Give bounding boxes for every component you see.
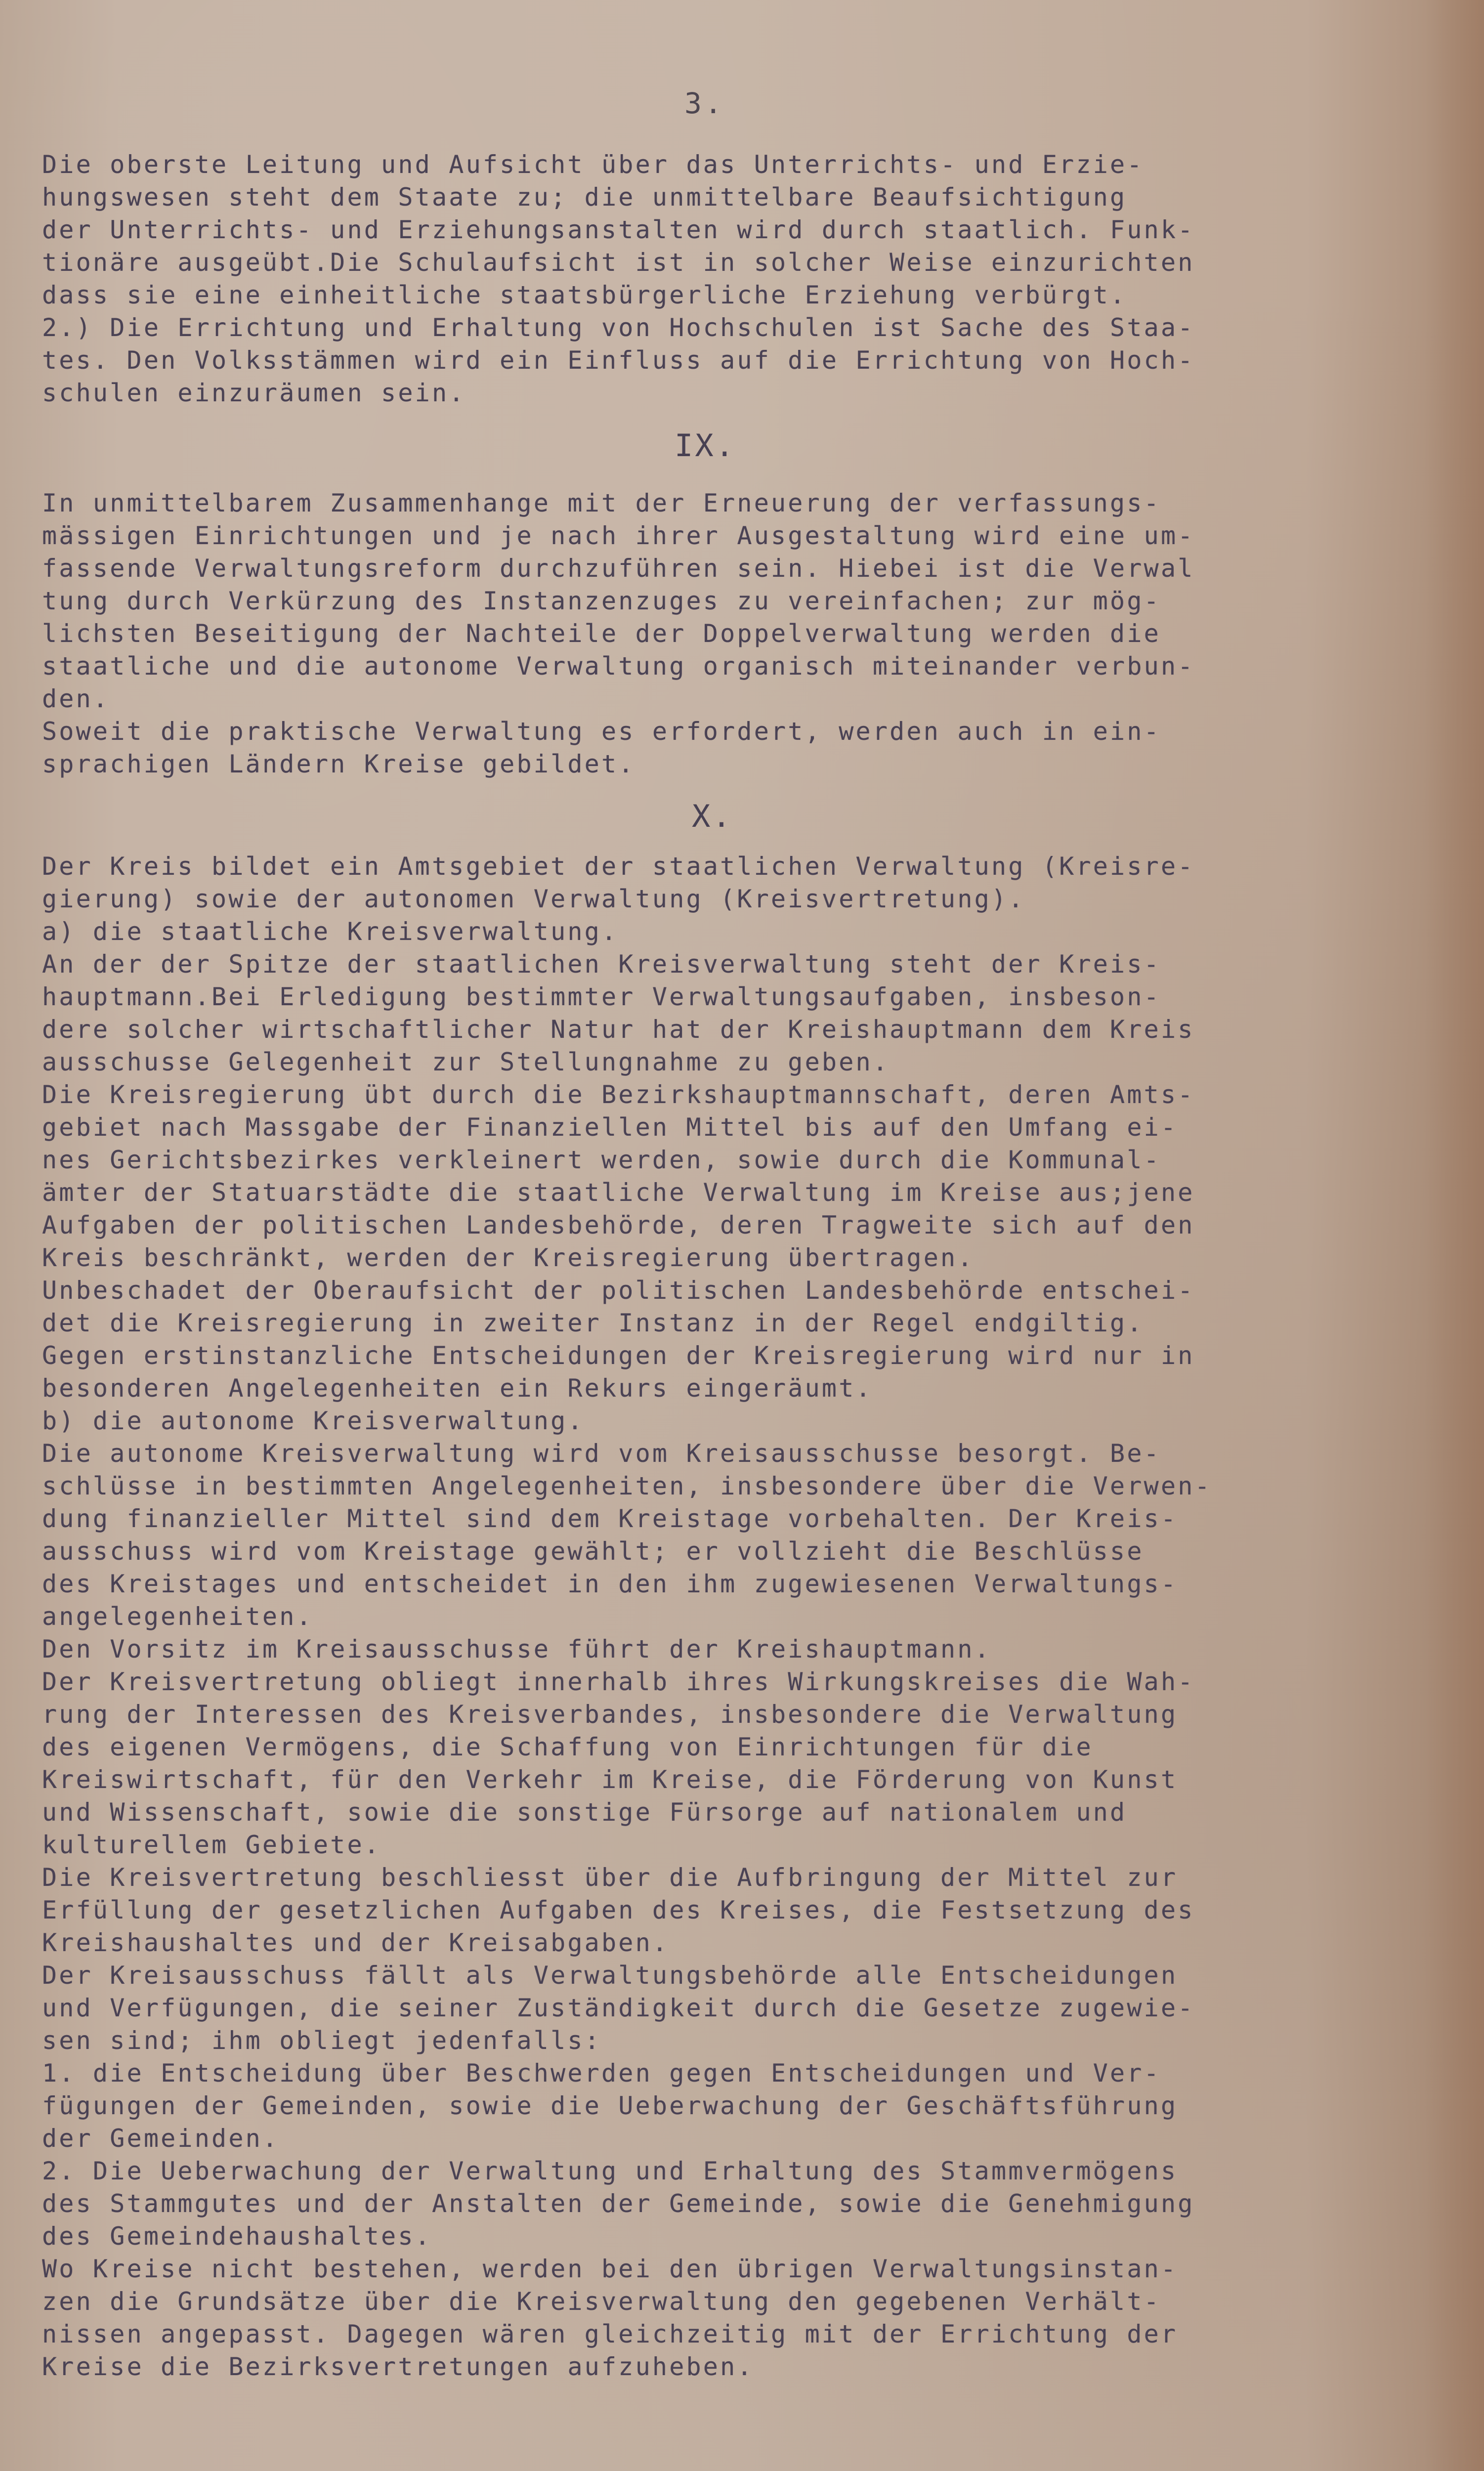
intro-section — [42, 148, 1441, 409]
text-line: dass sie eine einheitliche staatsbürgerliche Erziehung verbürgt. — [42, 281, 1127, 309]
section-heading-x: X. — [692, 798, 733, 834]
text-line: rung der Interessen des Kreisverbandes, insbesondere die Verwaltung — [42, 1700, 1178, 1729]
section-heading-ix: IX. — [675, 427, 736, 464]
text-line: An der der Spitze der staatlichen Kreisverwaltung steht der Kreis- — [42, 950, 1161, 979]
text-line: nissen angepasst. Dagegen wären gleichzeitig mit der Errichtung der — [42, 2320, 1178, 2348]
text-line: der Unterrichts- und Erziehungsanstalten wird durch staatlich. Funk- — [42, 215, 1195, 244]
text-line: ämter der Statuarstädte die staatliche Verwaltung im Kreise aus;jene — [42, 1178, 1195, 1207]
subheading-line: a) die staatliche Kreisverwaltung. — [42, 917, 619, 946]
text-line: schlüsse in bestimmten Angelegenheiten, insbesondere über die Verwen- — [42, 1472, 1212, 1500]
text-line: Unbeschadet der Oberaufsicht der politischen Landesbehörde entschei- — [42, 1276, 1195, 1305]
text-line: sprachigen Ländern Kreise gebildet. — [42, 750, 636, 778]
text-line: angelegenheiten. — [42, 1602, 313, 1631]
page-number: 3. — [684, 86, 725, 120]
text-line: den. — [42, 684, 110, 713]
text-line: det die Kreisregierung in zweiter Instanz in der Regel endgiltig. — [42, 1309, 1144, 1337]
subheading-line: b) die autonome Kreisverwaltung. — [42, 1406, 585, 1435]
text-line: und Wissenschaft, sowie die sonstige Fürsorge auf nationalem und — [42, 1798, 1127, 1827]
text-line: dere solcher wirtschaftlicher Natur hat der Kreishauptmann dem Kreis — [42, 1015, 1195, 1044]
text-line: Die oberste Leitung und Aufsicht über das Unterrichts- und Erzie- — [42, 150, 1144, 179]
text-line: lichsten Beseitigung der Nachteile der Doppelverwaltung werden die — [42, 619, 1161, 648]
text-line: Den Vorsitz im Kreisausschusse führt der Kreishauptmann. — [42, 1635, 991, 1663]
text-line: Kreis beschränkt, werden der Kreisregierung übertragen. — [42, 1243, 975, 1272]
text-line: 2. Die Ueberwachung der Verwaltung und Erhaltung des Stammvermögens — [42, 2157, 1178, 2185]
text-line: fügungen der Gemeinden, sowie die Ueberwachung der Geschäftsführung — [42, 2091, 1178, 2120]
text-line: zen die Grundsätze über die Kreisverwaltung den gegebenen Verhält- — [42, 2287, 1161, 2316]
text-line: hungswesen steht dem Staate zu; die unmittelbare Beaufsichtigung — [42, 183, 1127, 212]
text-line: dung finanzieller Mittel sind dem Kreistage vorbehalten. Der Kreis- — [42, 1504, 1178, 1533]
text-line: 1. die Entscheidung über Beschwerden gegen Entscheidungen und Ver- — [42, 2059, 1161, 2088]
text-line: ausschusse Gelegenheit zur Stellungnahme zu geben. — [42, 1048, 890, 1076]
text-line: mässigen Einrichtungen und je nach ihrer Ausgestaltung wird eine um- — [42, 521, 1195, 550]
text-line: Wo Kreise nicht bestehen, werden bei den übrigen Verwaltungsinstan- — [42, 2255, 1178, 2283]
text-line: In unmittelbarem Zusammenhange mit der Erneuerung der verfassungs- — [42, 489, 1161, 517]
text-line: staatliche und die autonome Verwaltung organisch miteinander verbun- — [42, 652, 1195, 681]
text-line: kulturellem Gebiete. — [42, 1831, 382, 1859]
text-line: nes Gerichtsbezirkes verkleinert werden, sowie durch die Kommunal- — [42, 1146, 1161, 1174]
text-line: tung durch Verkürzung des Instanzenzuges zu vereinfachen; zur mög- — [42, 587, 1161, 615]
text-line: des eigenen Vermögens, die Schaffung von Einrichtungen für die — [42, 1733, 1093, 1761]
text-line: Erfüllung der gesetzlichen Aufgaben des Kreises, die Festsetzung des — [42, 1896, 1195, 1924]
text-line: fassende Verwaltungsreform durchzuführen sein. Hiebei ist die Verwal — [42, 554, 1195, 583]
text-line: Kreiswirtschaft, für den Verkehr im Kreise, die Förderung von Kunst — [42, 1765, 1178, 1794]
text-line: tionäre ausgeübt.Die Schulaufsicht ist in solcher Weise einzurichten — [42, 248, 1195, 277]
text-line: gierung) sowie der autonomen Verwaltung (Kreisvertretung). — [42, 885, 1025, 913]
text-line: 2.) Die Errichtung und Erhaltung von Hochschulen ist Sache des Staa- — [42, 313, 1195, 342]
text-line: sen sind; ihm obliegt jedenfalls: — [42, 2026, 601, 2055]
text-line: Der Kreisvertretung obliegt innerhalb ihres Wirkungskreises die Wah- — [42, 1667, 1195, 1696]
text-line: der Gemeinden. — [42, 2124, 280, 2153]
text-line: Kreishaushaltes und der Kreisabgaben. — [42, 1928, 670, 1957]
text-line: Der Kreis bildet ein Amtsgebiet der staatlichen Verwaltung (Kreisre- — [42, 852, 1195, 881]
text-line: besonderen Angelegenheiten ein Rekurs eingeräumt. — [42, 1374, 873, 1403]
text-line: schulen einzuräumen sein. — [42, 379, 466, 407]
text-line: Die autonome Kreisverwaltung wird vom Kreisausschusse besorgt. Be- — [42, 1439, 1161, 1468]
text-line: Gegen erstinstanzliche Entscheidungen der Kreisregierung wird nur in — [42, 1341, 1195, 1370]
section-ix-body — [42, 487, 1441, 780]
text-line: des Gemeindehaushaltes. — [42, 2222, 432, 2251]
text-line: Die Kreisregierung übt durch die Bezirkshauptmannschaft, deren Amts- — [42, 1080, 1195, 1109]
text-line: Die Kreisvertretung beschliesst über die Aufbringung der Mittel zur — [42, 1863, 1178, 1892]
text-line: Soweit die praktische Verwaltung es erfordert, werden auch in ein- — [42, 717, 1161, 746]
text-line: hauptmann.Bei Erledigung bestimmter Verwaltungsaufgaben, insbeson- — [42, 982, 1161, 1011]
text-line: gebiet nach Massgabe der Finanziellen Mittel bis auf den Umfang ei- — [42, 1113, 1178, 1142]
text-line: und Verfügungen, die seiner Zuständigkeit durch die Gesetze zugewie- — [42, 1994, 1195, 2022]
text-line: des Kreistages und entscheidet in den ihm zugewiesenen Verwaltungs- — [42, 1570, 1178, 1598]
text-line: Kreise die Bezirksvertretungen aufzuheben. — [42, 2352, 754, 2381]
text-line: des Stammgutes und der Anstalten der Gemeinde, sowie die Genehmigung — [42, 2189, 1195, 2218]
text-line: Aufgaben der politischen Landesbehörde, deren Tragweite sich auf den — [42, 1211, 1195, 1239]
text-line: Der Kreisausschuss fällt als Verwaltungsbehörde alle Entscheidungen — [42, 1961, 1178, 1990]
text-line: ausschuss wird vom Kreistage gewählt; er vollzieht die Beschlüsse — [42, 1537, 1144, 1566]
text-line: tes. Den Volksstämmen wird ein Einfluss auf die Errichtung von Hoch- — [42, 346, 1195, 375]
section-x-body — [42, 850, 1441, 2383]
